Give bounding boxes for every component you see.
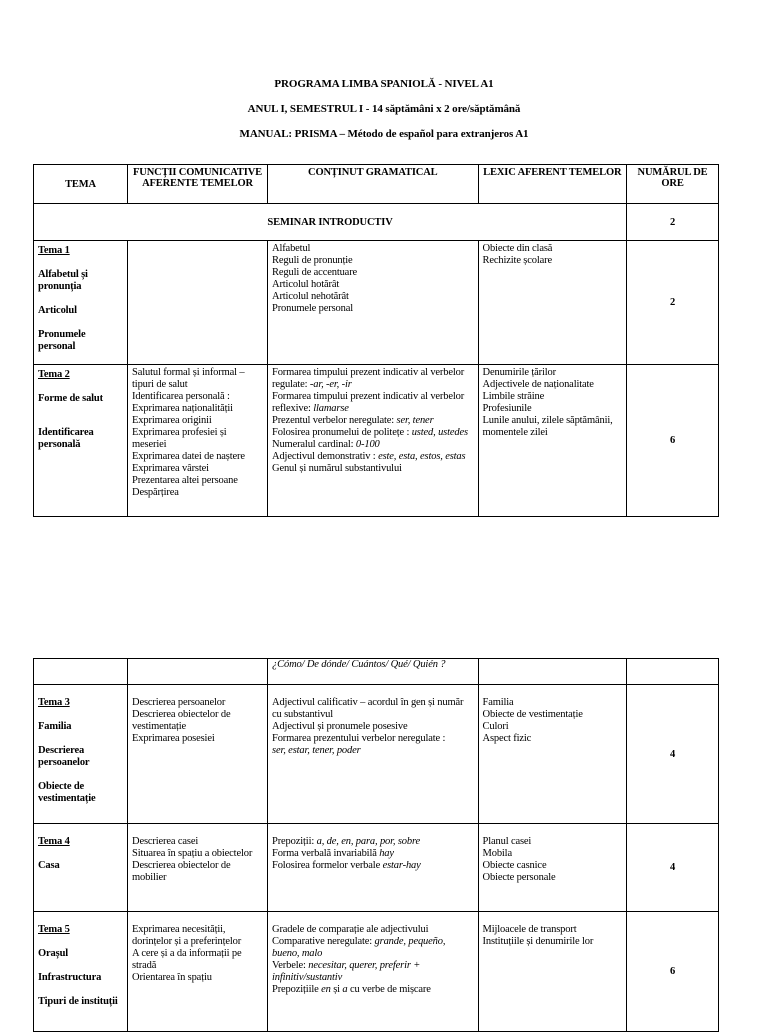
tema4-functii [128, 824, 268, 912]
col-header-continut: CONȚINUT GRAMATICAL [268, 165, 479, 204]
tema4-cell [34, 824, 128, 912]
list-item: Planul casei [482, 836, 532, 847]
list-item: Exprimarea datei de naștere [132, 451, 245, 462]
col-header-ore: NUMĂRUL DE ORE [627, 165, 719, 204]
list-item: Prepoziții: a, de, en, para, por, sobre [272, 836, 421, 847]
list-item: A cere și a da informații pe stradă [132, 948, 242, 971]
list-item: Exprimarea profesiei și meseriei [132, 427, 227, 450]
tema3-row [34, 685, 719, 824]
list-item: Obiecte din clasă [482, 243, 553, 254]
tema2-lexic [478, 365, 627, 517]
tema2-sub1: Forme de salut [38, 393, 103, 404]
list-item: Obiecte personale [482, 872, 556, 883]
list-item: Lunile anului, zilele săptămânii, momentele zilei [482, 415, 613, 438]
tema1-sub2: Articolul [38, 305, 77, 316]
tema2-continut [268, 365, 479, 517]
list-item: Folosirea pronumelui de politețe : usted, ustedes [272, 427, 468, 438]
list-item: Culori [482, 721, 509, 732]
list-item: Gradele de comparație ale adjectivului [272, 924, 429, 935]
list-item: Articolul hotărât [272, 279, 340, 290]
tema1-continut [268, 241, 479, 365]
list-item: Exprimarea necesității, dorințelor și a preferințelor [132, 924, 242, 947]
list-item: ser, estar, tener, poder [272, 745, 361, 756]
list-item: Articolul nehotărât [272, 291, 349, 302]
list-item: Adjectivul calificativ – acordul în gen și număr cu substantivul [272, 697, 464, 720]
list-item: Prezentarea altei persoane [132, 475, 238, 486]
tema3-sub2: Descrierea persoanelor [38, 745, 90, 768]
col-header-lexic: LEXIC AFERENT TEMELOR [478, 165, 627, 204]
tema4-title: Tema 4 [38, 836, 70, 847]
list-item: Familia [482, 697, 514, 708]
list-item: Obiecte de vestimentație [482, 709, 583, 720]
tema4-lexic [478, 824, 627, 912]
list-item: Descrierea persoanelor [132, 697, 226, 708]
col-header-functii: FUNCȚII COMUNICATIVE AFERENTE TEMELOR [128, 165, 268, 204]
tema5-sub2: Infrastructura [38, 972, 102, 983]
tema5-title: Tema 5 [38, 924, 70, 935]
list-item: Exprimarea posesiei [132, 733, 215, 744]
list-item: Limbile străine [482, 391, 545, 402]
list-item: Descrierea obiectelor de mobilier [132, 860, 231, 883]
list-item: Formarea timpului prezent indicativ al verbelor reflexive: llamarse [272, 391, 465, 414]
list-item: Formarea timpului prezent indicativ al verbelor regulate: -ar, -er, -ir [272, 367, 465, 390]
list-item: Reguli de accentuare [272, 267, 358, 278]
curriculum-table-page2 [33, 658, 719, 1032]
list-item: Descrierea obiectelor de vestimentație [132, 709, 231, 732]
list-item: Forma verbală invariabilă hay [272, 848, 394, 859]
list-item: Adjectivele de naționalitate [482, 379, 594, 390]
tema5-sub1: Orașul [38, 948, 69, 959]
list-item: Prepozițiile en și a cu verbe de mișcare [272, 984, 431, 995]
tema5-row [34, 912, 719, 1032]
list-item: Pronumele personal [272, 303, 354, 314]
list-item: Comparative neregulate: grande, pequeño, bueno, malo [272, 936, 446, 959]
tema2-row [34, 365, 719, 517]
tema5-sub3: Tipuri de instituții [38, 996, 118, 1007]
list-item: Orientarea în spațiu [132, 972, 212, 983]
continuation-row [34, 659, 719, 685]
tema3-cell [34, 685, 128, 824]
tema1-sub3: Pronumele personal [38, 329, 86, 352]
tema4-sub1: Casa [38, 860, 60, 871]
list-item: Identificarea personală : [132, 391, 230, 402]
list-item: Rechizite școlare [482, 255, 552, 266]
tema5-functii [128, 912, 268, 1032]
tema3-sub3: Obiecte de vestimentație [38, 781, 96, 804]
list-item: Reguli de pronunție [272, 255, 353, 266]
list-item: Mijloacele de transport [482, 924, 577, 935]
list-item: Adjectivul și pronumele posesive [272, 721, 408, 732]
list-item: Formarea prezentului verbelor neregulate : [272, 733, 446, 744]
tema1-hours: 2 [627, 241, 719, 365]
tema3-hours: 4 [627, 685, 719, 824]
list-item: Despărțirea [132, 487, 179, 498]
semester-info: ANUL I, SEMESTRUL I - 14 săptămâni x 2 ore/săptămână [247, 103, 521, 115]
tema5-cell [34, 912, 128, 1032]
table-header-row [34, 165, 719, 204]
list-item: Mobila [482, 848, 512, 859]
tema1-title: Tema 1 [38, 245, 70, 256]
tema2-sub2: Identificarea personală [38, 427, 94, 450]
col-header-tema: TEMA [34, 165, 128, 204]
tema3-functii [128, 685, 268, 824]
seminar-label: SEMINAR INTRODUCTIV [34, 204, 627, 241]
tema3-continut [268, 685, 479, 824]
list-item: Denumirile țărilor [482, 367, 556, 378]
list-item: Alfabetul [272, 243, 311, 254]
tema4-row [34, 824, 719, 912]
tema2-cell [34, 365, 128, 517]
tema1-cell [34, 241, 128, 365]
tema3-title: Tema 3 [38, 697, 70, 708]
tema1-row [34, 241, 719, 365]
tema2-hours: 6 [627, 365, 719, 517]
tema5-hours: 6 [627, 912, 719, 1032]
tema1-sub1: Alfabetul și pronunția [38, 269, 88, 292]
tema1-lexic [478, 241, 627, 365]
list-item: Descrierea casei [132, 836, 199, 847]
list-item: Exprimarea vârstei [132, 463, 209, 474]
tema2-functii [128, 365, 268, 517]
tema1-functii [128, 241, 268, 365]
list-item: Folosirea formelor verbale estar-hay [272, 860, 421, 871]
list-item: Situarea în spațiu a obiectelor [132, 848, 253, 859]
list-item: Instituțiile și denumirile lor [482, 936, 594, 947]
list-item: Profesiunile [482, 403, 532, 414]
manual-info: MANUAL: PRISMA – Método de español para extranjeros A1 [239, 128, 529, 140]
tema4-hours: 4 [627, 824, 719, 912]
list-item: Exprimarea naționalității [132, 403, 233, 414]
tema5-lexic [478, 912, 627, 1032]
tema3-sub1: Familia [38, 721, 72, 732]
curriculum-table-page1 [33, 164, 719, 517]
seminar-hours: 2 [627, 204, 719, 241]
continuation-text: ¿Cómo/ De dónde/ Cuántos/ Qué/ Quién ? [268, 659, 479, 685]
list-item: Exprimarea originii [132, 415, 212, 426]
tema5-continut [268, 912, 479, 1032]
tema4-continut [268, 824, 479, 912]
list-item: Numeralul cardinal: 0-100 [272, 439, 380, 450]
list-item: Prezentul verbelor neregulate: ser, tener [272, 415, 434, 426]
list-item: Verbele: necesitar, querer, preferir + infinitiv/sustantiv [272, 960, 421, 983]
list-item: Salutul formal și informal – tipuri de salut [132, 367, 245, 390]
seminar-row [34, 204, 719, 241]
list-item: Aspect fizic [482, 733, 532, 744]
list-item: Obiecte casnice [482, 860, 547, 871]
tema3-lexic [478, 685, 627, 824]
tema2-title: Tema 2 [38, 369, 70, 380]
program-title: PROGRAMA LIMBA SPANIOLĂ - NIVEL A1 [274, 78, 494, 90]
list-item: Genul și numărul substantivului [272, 463, 402, 474]
list-item: Adjectivul demonstrativ : este, esta, estos, estas [272, 451, 466, 462]
